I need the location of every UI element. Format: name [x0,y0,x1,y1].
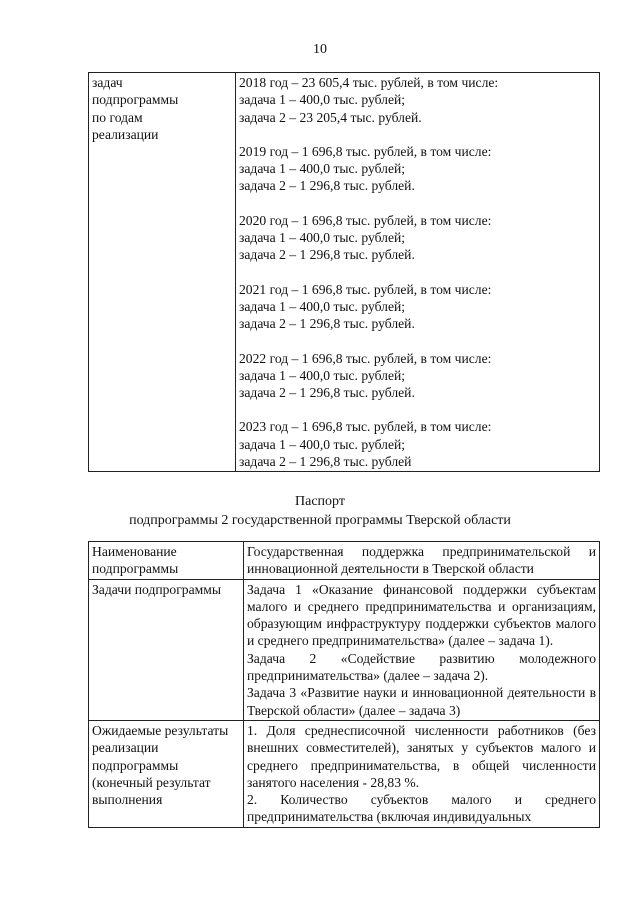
year-block [239,143,596,195]
table-row [89,579,600,720]
result-item: 1. Доля среднесписочной численности работников (без внешних совместителей), занятых у субъектов малого и среднего предпринимательства, в общей численности занятого населения - 28,83 %. [247,722,596,790]
task-item: Задача 3 «Развитие науки и инновационной деятельности в Тверской области» (далее – задача 3) [247,685,596,718]
row-label: Ожидаемые результаты реализации подпрограммы (конечный результат выполнения [89,720,244,827]
table-row [89,73,600,472]
row-label [89,73,236,472]
year-heading: 2018 год – 23 605,4 тыс. рублей, в том числе: [239,75,499,90]
passport-title: Паспорт [295,494,345,509]
year-heading: 2019 год – 1 696,8 тыс. рублей, в том числе: [239,143,492,159]
task-amount: задача 2 – 1 296,8 тыс. рублей. [239,316,415,332]
passport-subtitle: подпрограммы 2 государственной программы Тверской области [129,513,511,528]
task-amount: задача 1 – 400,0 тыс. рублей; [239,367,406,383]
task-amount: задача 1 – 400,0 тыс. рублей; [239,298,406,314]
label-line: задач [92,75,123,90]
passport-heading [0,492,640,530]
row-value: Государственная поддержка предпринимательской и инновационной деятельности в Тверской области [244,542,600,580]
task-amount: задача 2 – 1 296,8 тыс. рублей. [239,247,415,263]
task-amount: задача 1 – 400,0 тыс. рублей; [239,92,406,108]
label-line: подпрограммы [92,92,179,108]
year-heading: 2020 год – 1 696,8 тыс. рублей, в том числе: [239,212,492,228]
year-heading: 2023 год – 1 696,8 тыс. рублей, в том числе: [239,419,492,435]
task-amount: задача 1 – 400,0 тыс. рублей; [239,436,406,452]
row-value [244,579,600,720]
row-value [244,720,600,827]
task-item: Задача 1 «Оказание финансовой поддержки субъектам малого и среднего предпринимательства и организациям, образующим инфраструктуру поддержки субъектов малого и среднего предпринимательства» (далее – задача 1). [247,581,596,649]
row-label: Наименование подпрограммы [89,542,244,580]
funding-table [88,72,600,472]
label-line: реализации [92,126,159,142]
passport-table [88,541,600,828]
year-block [239,418,596,470]
task-amount: задача 1 – 400,0 тыс. рублей; [239,161,406,177]
label-line: по годам [92,109,143,125]
year-block [239,281,596,333]
task-amount: задача 2 – 1 296,8 тыс. рублей [239,454,412,470]
task-item: Задача 2 «Содействие развитию молодежного предпринимательства» (далее – задача 2). [247,650,596,684]
year-heading: 2021 год – 1 696,8 тыс. рублей, в том числе: [239,281,492,297]
result-item: 2. Количество субъектов малого и среднего предпринимательства (включая индивидуальных [247,792,596,825]
funding-by-year [236,73,600,472]
page-number: 10 [313,42,327,57]
task-amount: задача 2 – 1 296,8 тыс. рублей. [239,385,415,401]
year-block [239,212,596,264]
year-block [239,350,596,402]
task-amount: задача 1 – 400,0 тыс. рублей; [239,230,406,246]
table-row [89,720,600,827]
task-amount: задача 2 – 1 296,8 тыс. рублей. [239,178,415,194]
table-row [89,542,600,580]
year-block [239,74,596,126]
year-heading: 2022 год – 1 696,8 тыс. рублей, в том числе: [239,350,492,366]
row-label: Задачи подпрограммы [89,579,244,720]
task-amount: задача 2 – 23 205,4 тыс. рублей. [239,109,422,125]
